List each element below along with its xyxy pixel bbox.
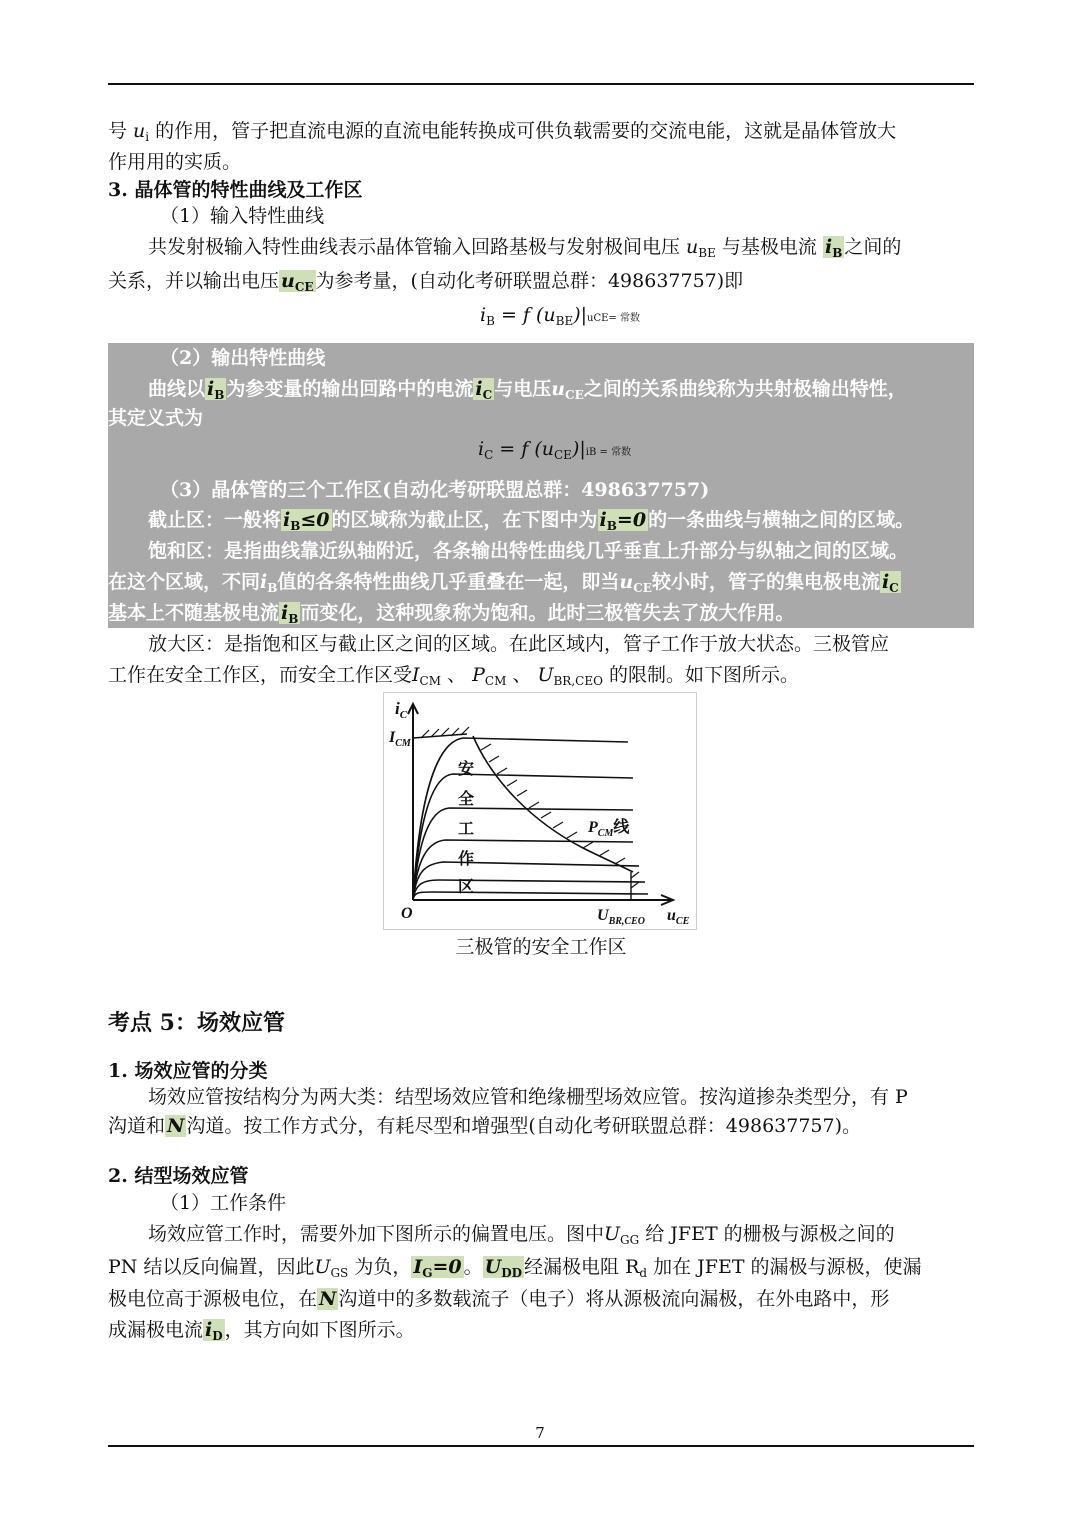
icm-label: $I_{CM}$ [389, 729, 411, 749]
paragraph-line: 工作在安全工作区，而安全工作区受$I_{CM}$ 、 $P_{CM}$ 、 $U_{BR,CEO}$ 的限制。如下图所示。 [108, 664, 799, 688]
subsection-heading: （1）工作条件 [160, 1192, 287, 1214]
section-heading: 1. 场效应管的分类 [108, 1060, 268, 1082]
paragraph-line: 场效应管工作时，需要外加下图所示的偏置电压。图中$U_{GG}$ 给 JFET 的栅极与源极之间的 [148, 1223, 895, 1247]
safe-operating-area-figure [383, 692, 697, 930]
paragraph-line: 在这个区域，不同$i_B$值的各条特性曲线几乎重叠在一起，即当$u_{CE}$较小时，管子的集电极电流 $i_C$ [108, 571, 899, 595]
footer-rule [108, 1445, 974, 1447]
paragraph-line: 沟道和 N 沟道。按工作方式分，有耗尽型和增强型(自动化考研联盟总群：498637757)。 [108, 1115, 862, 1137]
region-char: 区 [458, 877, 475, 896]
subsection-heading: （1）输入特性曲线 [160, 205, 325, 227]
paragraph-line: 作用用的实质。 [108, 151, 242, 173]
ubr-ceo-label: $U_{BR,CEO}$ [597, 907, 645, 927]
paragraph-line: 关系，并以输出电压 $u_{CE}$ 为参考量，(自动化考研联盟总群：498637757)即 [108, 270, 744, 294]
paragraph-line: PN 结以反向偏置，因此$U_{GS}$ 为负， $I_G=0$ 。 $U_{DD}$ 经漏极电阻 $R_d$ 加在 JFET 的漏极与源极，使漏 [108, 1256, 922, 1280]
pcm-line-label: $P_{CM}$线 [588, 819, 630, 839]
paragraph-line: 饱和区：是指曲线靠近纵轴附近，各条输出特性曲线几乎垂直上升部分与纵轴之间的区域。 [148, 540, 909, 562]
region-char: 安 [458, 759, 475, 778]
region-char: 全 [458, 789, 475, 808]
paragraph-line: 极电位高于源极电位，在 N 沟道中的多数载流子（电子）将从源极流向漏极，在外电路中，形 [108, 1288, 890, 1310]
region-char: 工 [458, 819, 475, 838]
paragraph-line: 号 $u_i$ 的作用，管子把直流电源的直流电能转换成可供负载需要的交流电能，这就是晶体管放大 [108, 120, 897, 144]
section-heading: 2. 结型场效应管 [108, 1165, 249, 1187]
x-axis-label: $u_{CE}$ [667, 907, 690, 927]
paragraph-line: 成漏极电流 $i_D$ ，其方向如下图所示。 [108, 1319, 415, 1343]
paragraph-line: 曲线以 $i_B$ 为参变量的输出回路中的电流 $i_C$ 与电压$u_{CE}$之间的关系曲线称为共射极输出特性， [148, 378, 907, 402]
equation-input-characteristic: $i_B = f$ $(u_{BE})|uCE=$ 常数 [480, 304, 641, 328]
paragraph-line: 场效应管按结构分为两大类：结型场效应管和绝缘栅型场效应管。按沟道掺杂类型分，有 P [148, 1086, 908, 1108]
paragraph-line: 截止区：一般将 $i_B\le 0$ 的区域称为截止区，在下图中为 $i_B=0$ 的一条曲线与横轴之间的区域。 [148, 509, 915, 533]
paragraph-line: 其定义式为 [108, 407, 204, 429]
paragraph-line: 放大区：是指饱和区与截止区之间的区域。在此区域内，管子工作于放大状态。三极管应 [148, 633, 890, 655]
header-rule [108, 83, 974, 85]
paragraph-line: 共发射极输入特性曲线表示晶体管输入回路基极与发射极间电压 $u_{BE}$ 与基极电流 $i_B$ 之间的 [148, 236, 902, 260]
chapter-heading: 考点 5：场效应管 [108, 1010, 285, 1036]
paragraph-line: 基本上不随基极电流 $i_B$ 而变化，这种现象称为饱和。此时三极管失去了放大作用。 [108, 602, 795, 626]
figure-caption: 三极管的安全工作区 [455, 936, 627, 958]
page-number: 7 [535, 1424, 545, 1442]
safe-operating-area-graph [383, 692, 697, 930]
origin-label: O [401, 905, 413, 922]
subsection-heading: （2）输出特性曲线 [160, 347, 326, 369]
y-axis-label: $i_C$ [395, 699, 408, 721]
equation-output-characteristic: $i_C = f$ $(u_{CE})|iB$ = 常数 [478, 438, 632, 462]
region-char: 作 [458, 849, 475, 868]
subsection-heading: （3）晶体管的三个工作区(自动化考研联盟总群：498637757) [160, 479, 710, 501]
section-heading: 3. 晶体管的特性曲线及工作区 [108, 179, 363, 201]
